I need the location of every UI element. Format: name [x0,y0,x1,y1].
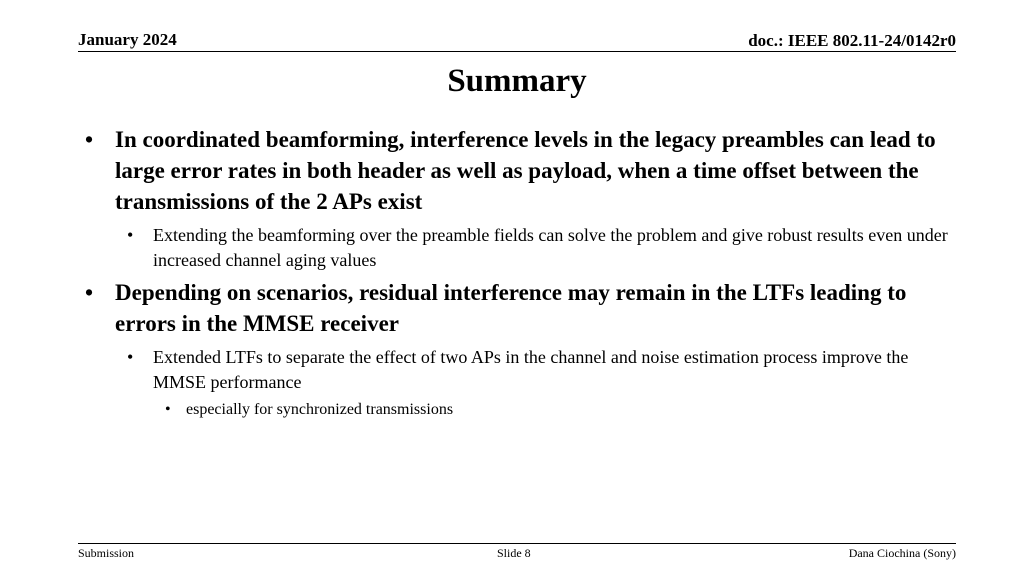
bullet-1-text: In coordinated beamforming, interference levels in the legacy preambles can lead to large error rates in both header as well as payload, when a time offset between the transmissions of the 2 APs exist [115,127,936,214]
bullet-marker: • [165,401,171,418]
footer-author: Dana Ciochina (Sony) [848,546,956,560]
header-date: January 2024 [78,30,177,49]
bullet-2-1-1 [0,399,1024,421]
bullet-marker: • [127,347,134,367]
bullet-1-1-text: Extending the beamforming over the preamble fields can solve the problem and give robust results even under increased channel aging values [153,225,948,270]
slide-title: Summary [447,63,587,99]
footer-divider [78,543,956,544]
bullet-2-1-1-text: especially for synchronized transmissions [186,401,454,418]
bullet-1 [0,124,1024,217]
footer-submission: Submission [78,546,135,560]
bullet-2 [0,277,1024,339]
bullet-marker: • [85,280,94,305]
bullet-1-1 [0,223,1024,273]
bullet-marker: • [127,225,134,245]
bullet-2-1 [0,345,1024,395]
bullet-marker: • [85,127,94,152]
header-divider [78,51,956,52]
slide-content [0,124,1024,421]
bullet-2-1-text: Extended LTFs to separate the effect of two APs in the channel and noise estimation process improve the MMSE performance [153,347,909,392]
footer-slide-number: Slide 8 [497,546,531,560]
header-doc-number: doc.: IEEE 802.11-24/0142r0 [748,31,956,50]
bullet-2-text: Depending on scenarios, residual interference may remain in the LTFs leading to errors in the MMSE receiver [115,280,907,336]
